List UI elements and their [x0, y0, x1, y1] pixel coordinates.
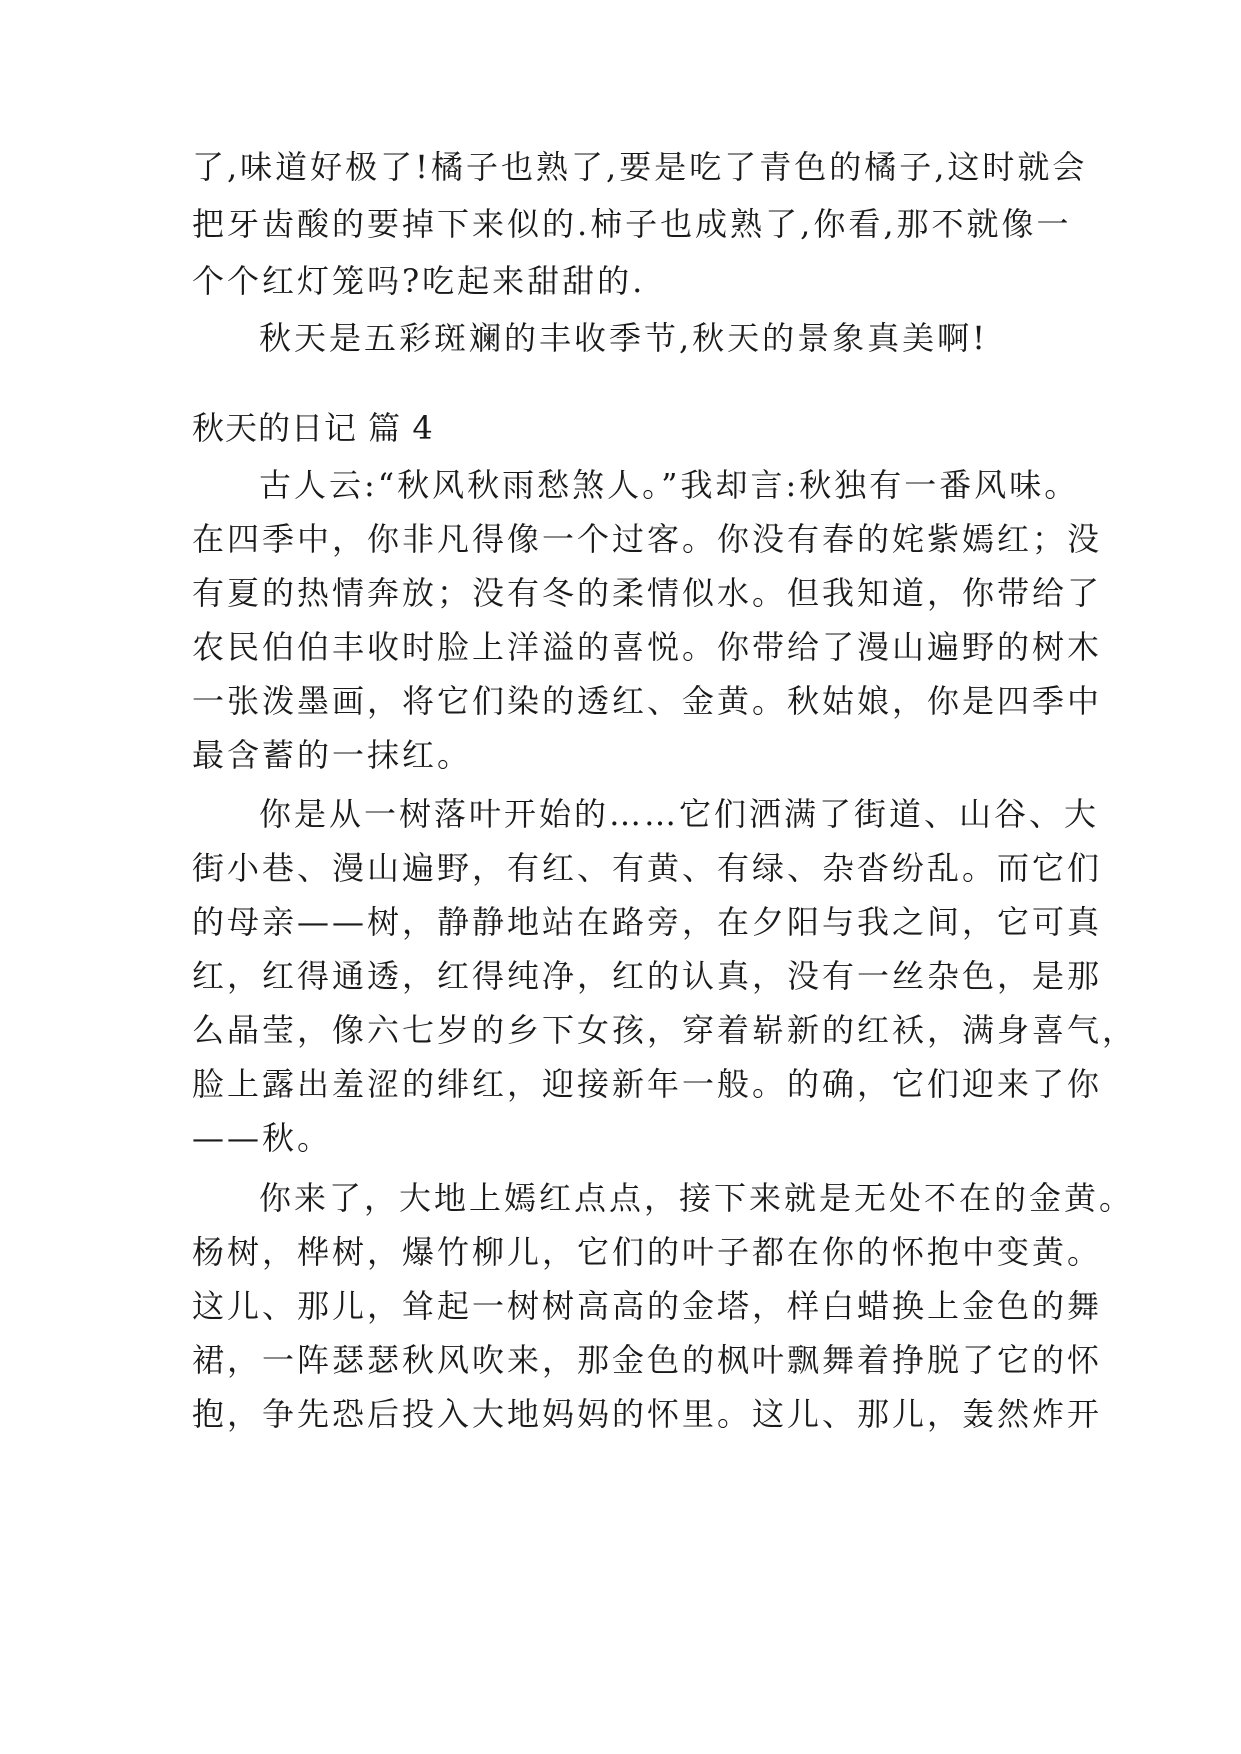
body-text-line: 你来了，大地上嫣红点点，接下来就是无处不在的金黄。 — [259, 1179, 1135, 1217]
body-text-line: 街小巷、漫山遍野，有红、有黄、有绿、杂沓纷乱。而它们 — [192, 849, 1103, 887]
body-text-line: 脸上露出羞涩的绯红，迎接新年一般。的确，它们迎来了你 — [192, 1065, 1103, 1103]
section-title: 秋天的日记 篇 4 — [192, 409, 434, 447]
body-text-line: 这儿、那儿，耸起一树树高高的金塔，样白蜡换上金色的舞 — [192, 1287, 1103, 1325]
body-text-line: 裙，一阵瑟瑟秋风吹来，那金色的枫叶飘舞着挣脱了它的怀 — [192, 1341, 1103, 1379]
body-text-line: 古人云:“秋风秋雨愁煞人。”我却言:秋独有一番风味。 — [259, 466, 1080, 504]
body-text-line: 最含蓄的一抹红。 — [192, 736, 473, 774]
body-text-line: 在四季中，你非凡得像一个过客。你没有春的姹紫嫣红；没 — [192, 520, 1103, 558]
body-text-line: 红，红得通透，红得纯净，红的认真，没有一丝杂色，是那 — [192, 957, 1103, 995]
body-text-line: 的母亲——树，静静地站在路旁，在夕阳与我之间，它可真 — [192, 903, 1103, 941]
body-text-line: 么晶莹，像六七岁的乡下女孩，穿着崭新的红袄，满身喜气， — [192, 1011, 1138, 1049]
body-text-line: 抱，争先恐后投入大地妈妈的怀里。这儿、那儿，轰然炸开 — [192, 1395, 1103, 1433]
body-text-line: 了,味道好极了!橘子也熟了,要是吃了青色的橘子,这时就会 — [192, 148, 1088, 186]
body-text-line: 杨树，桦树，爆竹柳儿，它们的叶子都在你的怀抱中变黄。 — [192, 1233, 1103, 1271]
body-text-line: 个个红灯笼吗?吃起来甜甜的. — [192, 262, 646, 300]
body-text-line: 农民伯伯丰收时脸上洋溢的喜悦。你带给了漫山遍野的树木 — [192, 628, 1103, 666]
body-text-line: 把牙齿酸的要掉下来似的.柿子也成熟了,你看,那不就像一 — [192, 205, 1072, 243]
body-text-line: ——秋。 — [192, 1119, 333, 1157]
closing-paragraph: 秋天是五彩斑斓的丰收季节,秋天的景象真美啊! — [259, 319, 989, 357]
body-text-line: 有夏的热情奔放；没有冬的柔情似水。但我知道，你带给了 — [192, 574, 1103, 612]
body-text-line: 一张泼墨画，将它们染的透红、金黄。秋姑娘，你是四季中 — [192, 682, 1103, 720]
body-text-line: 你是从一树落叶开始的……它们洒满了街道、山谷、大 — [259, 795, 1100, 833]
